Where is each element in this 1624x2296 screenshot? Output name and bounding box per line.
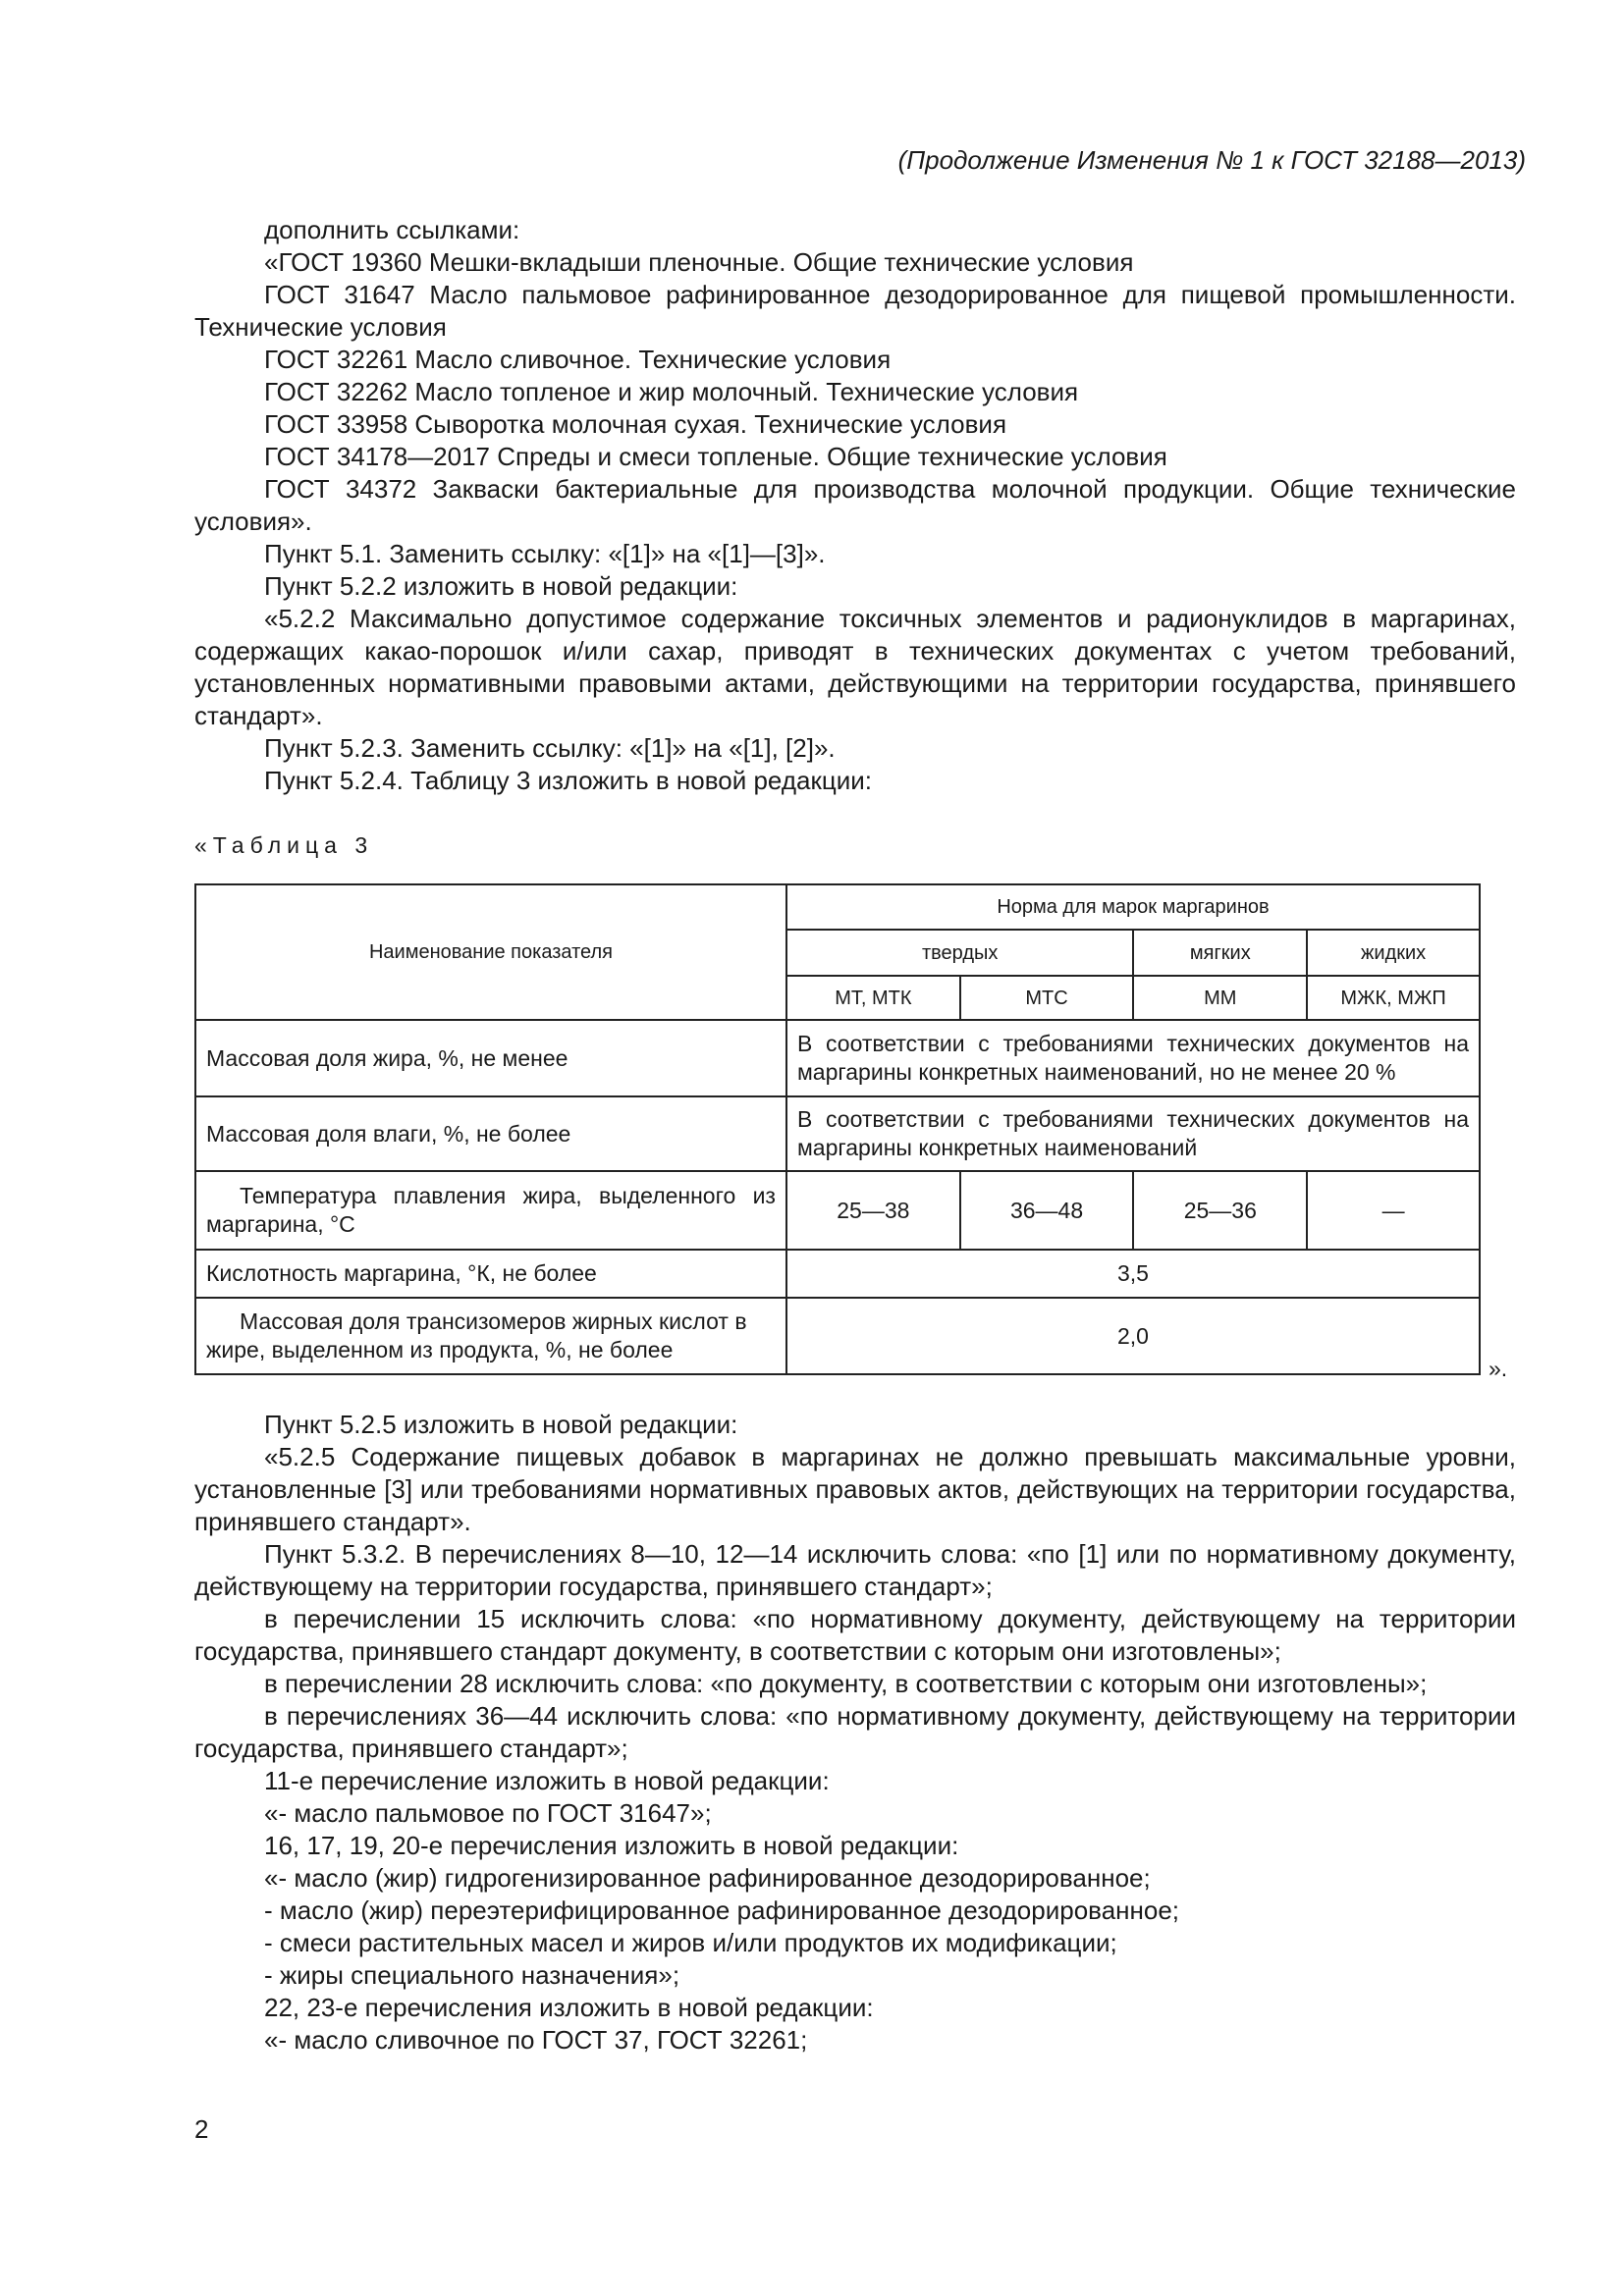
paragraph: дополнить ссылками: (264, 215, 520, 244)
paragraph: ГОСТ 32262 Масло топленое и жир молочный. Технические условия (264, 377, 1079, 406)
paragraph: «5.2.2 Максимально допустимое содержание токсичных элементов и радионуклидов в маргаринах, содержащих какао-порошок и/или сахар, приводят в технических документах с учетом требований, установленных нормативными правовыми актами, действующими на территории государства, принявшего стандарт». (194, 604, 1516, 730)
row-name-cell: Массовая доля влаги, %, не более (195, 1096, 786, 1171)
paragraph: в перечислении 28 исключить слова: «по документу, в соответствии с которым они изготовлены»; (264, 1669, 1428, 1698)
paragraph: Пункт 5.2.4. Таблицу 3 изложить в новой редакции: (264, 766, 872, 795)
paragraph: «- масло (жир) гидрогенизированное рафинированное дезодорированное; (264, 1863, 1151, 1893)
paragraph: - масло (жир) переэтерифицированное рафинированное дезодорированное; (264, 1896, 1180, 1925)
paragraph: ГОСТ 33958 Сыворотка молочная сухая. Технические условия (264, 409, 1007, 439)
row-value-cell: — (1307, 1171, 1480, 1250)
row-value-cell: В соответствии с требованиями технических документов на маргарины конкретных наименований (786, 1096, 1480, 1171)
paragraph: в перечислении 15 исключить слова: «по нормативному документу, действующему на территории государства, принявшего стандарт документу, в соответствии с которым они изготовлены»; (194, 1604, 1516, 1666)
paragraph: в перечислениях 36—44 исключить слова: «по нормативному документу, действующему на территории государства, принявшего стандарт»; (194, 1701, 1516, 1763)
paragraph: ГОСТ 34372 Закваски бактериальные для производства молочной продукции. Общие технические условия». (194, 474, 1516, 536)
header-brand: МТ, МТК (786, 976, 960, 1020)
header-brand: ММ (1133, 976, 1307, 1020)
row-value-cell: 36—48 (960, 1171, 1134, 1250)
row-value-cell: 25—36 (1133, 1171, 1307, 1250)
header-name-cell: Наименование показателя (195, 884, 786, 1020)
row-name-cell: Массовая доля трансизомеров жирных кислот в жире, выделенном из продукта, %, не более (195, 1298, 786, 1374)
page-number: 2 (194, 2114, 209, 2144)
table-row (195, 1250, 1480, 1298)
header-group-liquid: жидких (1307, 930, 1480, 976)
table-row (195, 1171, 1480, 1250)
paragraph: 11-е перечисление изложить в новой редакции: (264, 1766, 830, 1795)
row-name-cell: Температура плавления жира, выделенного из маргарина, °С (195, 1171, 786, 1250)
paragraph: 16, 17, 19, 20-е перечисления изложить в новой редакции: (264, 1831, 959, 1860)
paragraph: Пункт 5.2.5 изложить в новой редакции: (264, 1410, 738, 1439)
table-row (195, 1020, 1480, 1096)
paragraph: ГОСТ 31647 Масло пальмовое рафинированное дезодорированное для пищевой промышленности. Технические условия (194, 280, 1516, 342)
paragraph: - смеси растительных масел и жиров и/или продуктов их модификации; (264, 1928, 1117, 1957)
header-brand: МЖК, МЖП (1307, 976, 1480, 1020)
paragraph: «ГОСТ 19360 Мешки-вкладыши пленочные. Общие технические условия (264, 247, 1134, 277)
running-header: (Продолжение Изменения № 1 к ГОСТ 32188—2013) (897, 145, 1526, 175)
paragraph: Пункт 5.2.2 изложить в новой редакции: (264, 571, 738, 601)
top-text-block (194, 214, 1516, 797)
row-value-cell: 3,5 (786, 1250, 1480, 1298)
table-closing-quote: ». (1489, 1356, 1508, 1381)
table-row (195, 1298, 1480, 1374)
table-3 (194, 883, 1481, 1375)
paragraph: «- масло сливочное по ГОСТ 37, ГОСТ 32261; (264, 2025, 808, 2055)
header-group-soft: мягких (1133, 930, 1307, 976)
paragraph: 22, 23-е перечисления изложить в новой редакции: (264, 1993, 874, 2022)
paragraph: «5.2.5 Содержание пищевых добавок в маргаринах не должно превышать максимальные уровни, установленные [3] или требованиями нормативных правовых актов, действующих на территории государства, принявшего стандарт». (194, 1442, 1516, 1536)
row-value-cell: 2,0 (786, 1298, 1480, 1374)
paragraph: Пункт 5.2.3. Заменить ссылку: «[1]» на «[1], [2]». (264, 733, 836, 763)
row-name-cell: Кислотность маргарина, °К, не более (195, 1250, 786, 1298)
row-value-cell: 25—38 (786, 1171, 960, 1250)
row-name-cell: Массовая доля жира, %, не менее (195, 1020, 786, 1096)
paragraph: ГОСТ 34178—2017 Спреды и смеси топленые. Общие технические условия (264, 442, 1167, 471)
bottom-text-block (194, 1409, 1516, 2056)
table-caption: «Таблица 3 (194, 832, 374, 858)
paragraph: ГОСТ 32261 Масло сливочное. Технические условия (264, 345, 892, 374)
paragraph: «- масло пальмовое по ГОСТ 31647»; (264, 1798, 712, 1828)
paragraph: Пункт 5.1. Заменить ссылку: «[1]» на «[1]—[3]». (264, 539, 826, 568)
header-brand: МТС (960, 976, 1134, 1020)
row-value-cell: В соответствии с требованиями технических документов на маргарины конкретных наименований, но не менее 20 % (786, 1020, 1480, 1096)
table-row (195, 1096, 1480, 1171)
header-group-hard: твердых (786, 930, 1133, 976)
paragraph: Пункт 5.3.2. В перечислениях 8—10, 12—14 исключить слова: «по [1] или по нормативному документу, действующему на территории государства, принявшего стандарт»; (194, 1539, 1516, 1601)
paragraph: - жиры специального назначения»; (264, 1960, 680, 1990)
header-norm-cell: Норма для марок маргаринов (786, 884, 1480, 930)
